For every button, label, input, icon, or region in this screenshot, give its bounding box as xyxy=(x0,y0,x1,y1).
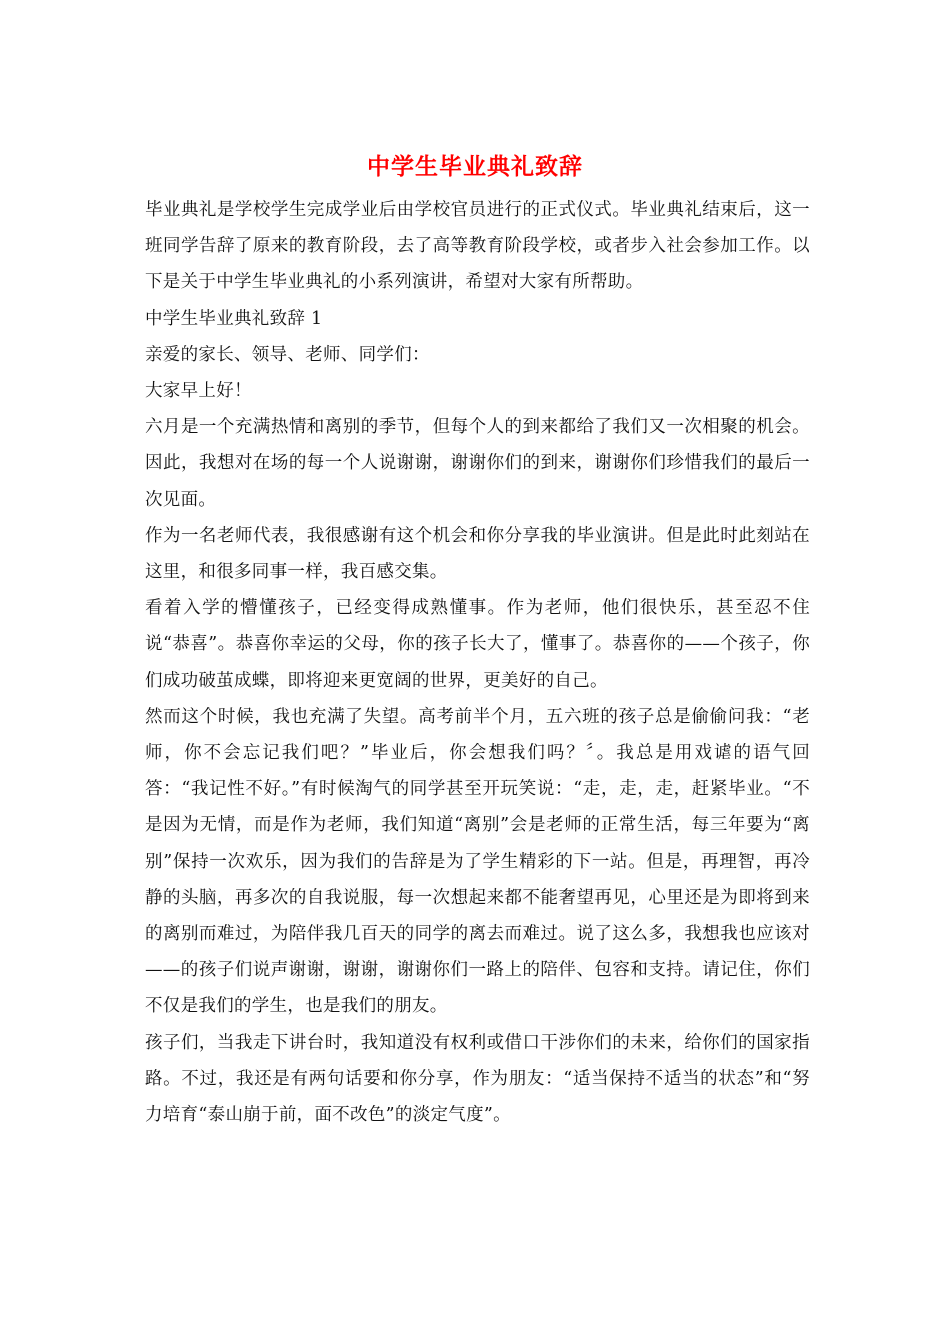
intro-paragraph: 毕业典礼是学校学生完成学业后由学校官员进行的正式仪式。毕业典礼结束后，这一班同学告辞了原来的教育阶段，去了高等教育阶段学校，或者步入社会参加工作。以下是关于中学生毕业典礼的小系列演讲，希望对大家有所帮助。 xyxy=(145,200,810,293)
document-body xyxy=(145,192,810,1133)
greeting: 大家早上好！ xyxy=(145,381,252,402)
speech-heading: 中学生毕业典礼致辞 1 xyxy=(145,308,323,329)
paragraph-teacher-representative: 作为一名老师代表，我很感谢有这个机会和你分享我的毕业演讲。但是此时此刻站在这里，和很多同事一样，我百感交集。 xyxy=(145,525,810,583)
salutation: 亲爱的家长、领导、老师、同学们： xyxy=(145,344,430,365)
document-title: 中学生毕业典礼致辞 xyxy=(367,153,583,180)
paragraph-congratulations: 看着入学的懵懂孩子，已经变得成熟懂事。作为老师，他们很快乐，甚至忍不住说“恭喜”。恭喜你幸运的父母，你的孩子长大了，懂事了。恭喜你的——个孩子，你们成功破茧成蝶，即将迎来更宽阔的世界，更美好的自己。 xyxy=(145,598,810,691)
paragraph-june: 六月是一个充满热情和离别的季节，但每个人的到来都给了我们又一次相聚的机会。因此，我想对在场的每一个人说谢谢，谢谢你们的到来，谢谢你们珍惜我们的最后一次见面。 xyxy=(145,417,810,510)
paragraph-farewell: 然而这个时候，我也充满了失望。高考前半个月，五六班的孩子总是偷偷问我：“老师，你不会忘记我们吧？”毕业后，你会想我们吗？〞。我总是用戏谑的语气回答：“我记性不好。”有时候淘气的同学甚至开玩笑说：“走，走，走，赶紧毕业。“不是因为无情，而是作为老师，我们知道“离别”会是老师的正常生活，每三年要为“离别”保持一次欢乐，因为我们的告辞是为了学生精彩的下一站。但是，再理智，再冷静的头脑，再多次的自我说服，每一次想起来都不能奢望再见，心里还是为即将到来的离别而难过，为陪伴我几百天的同学的离去而难过。说了这么多，我想我也应该对——的孩子们说声谢谢，谢谢，谢谢你们一路上的陪伴、包容和支持。请记住，你们不仅是我们的学生，也是我们的朋友。 xyxy=(145,706,810,1017)
paragraph-advice: 孩子们，当我走下讲台时，我知道没有权利或借口干涉你们的未来，给你们的国家指路。不过，我还是有两句话要和你分享，作为朋友：“适当保持不适当的状态”和“努力培育“泰山崩于前，面不改色”的淡定气度”。 xyxy=(145,1032,810,1126)
